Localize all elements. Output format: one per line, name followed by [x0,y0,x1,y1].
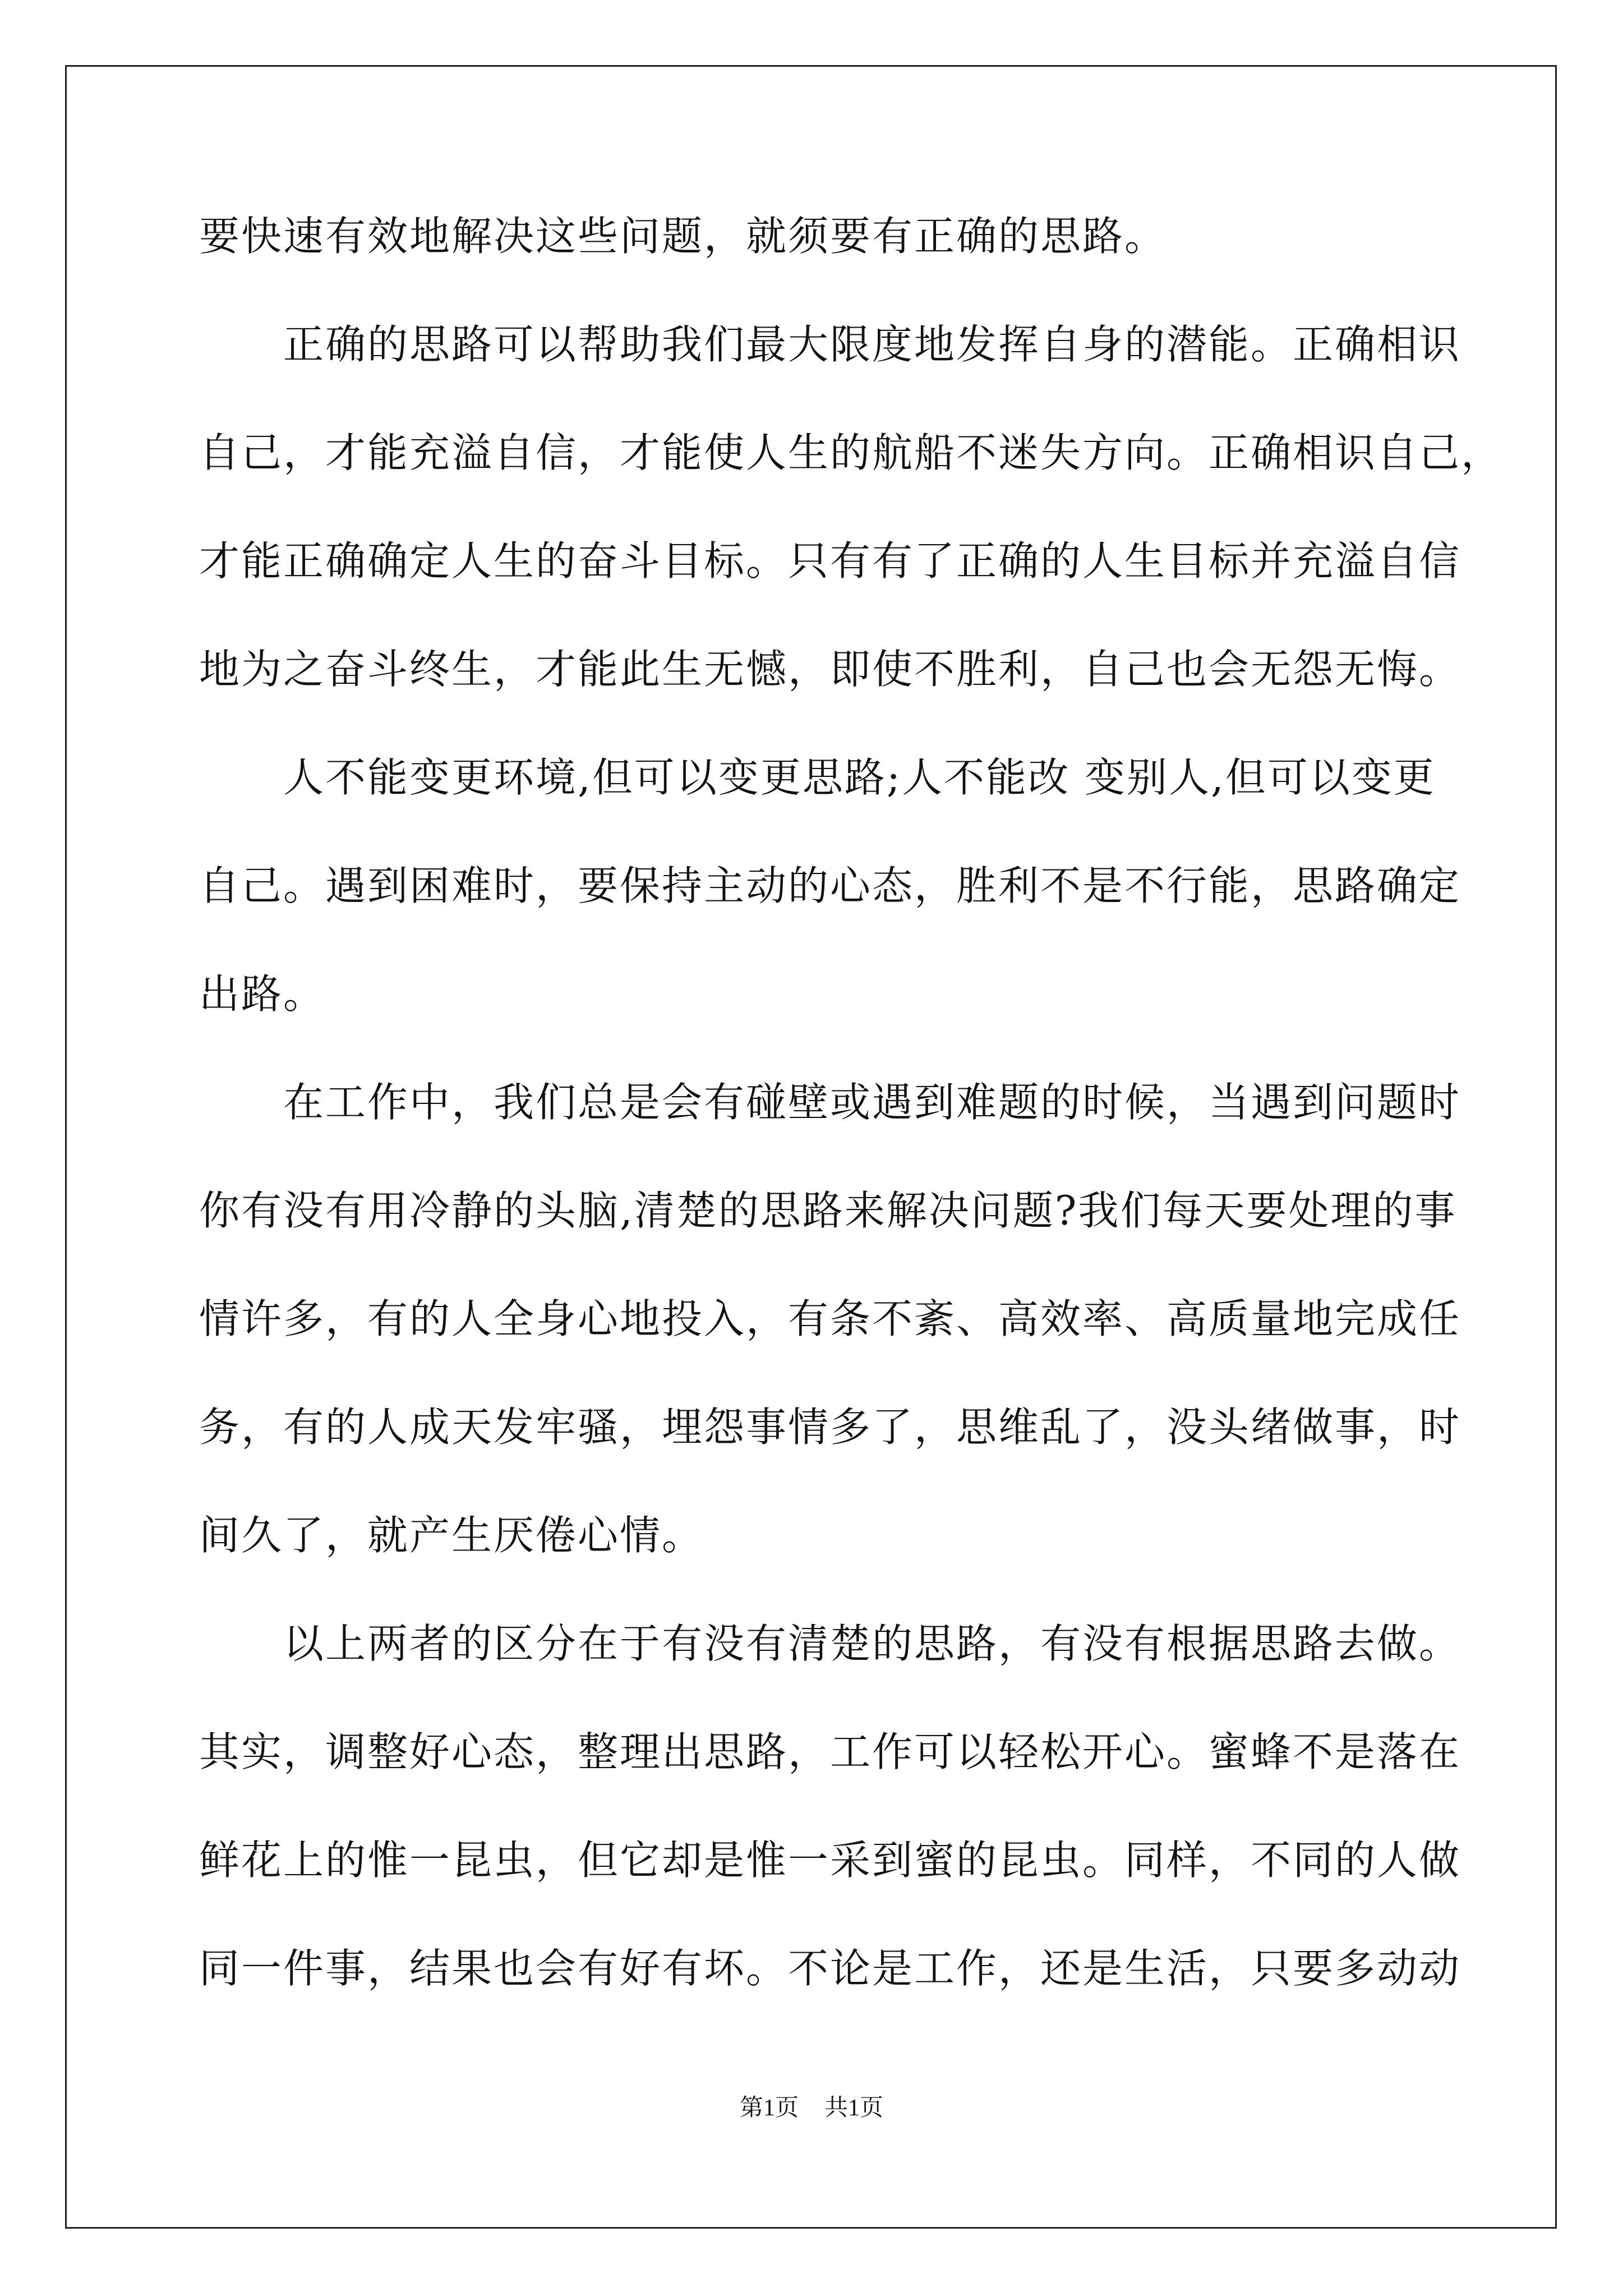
page-total: 共1页 [824,2095,884,2121]
text-line: 以上两者的区分在于有没有清楚的思路，有没有根据思路去做。 [283,1620,1461,1667]
text-line: 在工作中，我们总是会有碰壁或遇到难题的时候，当遇到问题时 [283,1079,1461,1126]
text-line: 地为之奋斗终生，才能此生无憾，即使不胜利，自己也会无怨无悔。 [199,646,1461,693]
text-line: 务，有的人成天发牢骚，埋怨事情多了，思维乱了，没头绪做事，时 [199,1404,1461,1451]
text-line: 才能正确确定人生的奋斗目标。只有有了正确的人生目标并充溢自信 [199,537,1461,585]
text-line: 自己，才能充溢自信，才能使人生的航船不迷失方向。正确相识自己， [199,429,1504,476]
text-line: 人不能变更环境,但可以变更思路;人不能改 变别人,但可以变更 [283,754,1436,801]
page-footer [0,2095,1623,2121]
page-number: 第1页 [739,2095,799,2121]
text-line: 你有没有用冷静的头脑,清楚的思路来解决问题?我们每天要处理的事 [199,1187,1457,1234]
text-line: 间久了，就产生厌倦心情。 [199,1512,704,1559]
text-line: 自己。遇到困难时，要保持主动的心态，胜利不是不行能，思路确定 [199,862,1461,909]
text-line: 正确的思路可以帮助我们最大限度地发挥自身的潜能。正确相识 [283,321,1461,368]
text-line: 情许多，有的人全身心地投入，有条不紊、高效率、高质量地完成任 [199,1295,1461,1342]
document-body [199,213,1504,2056]
text-line: 出路。 [199,970,326,1018]
text-line: 要快速有效地解决这些问题，就须要有正确的思路。 [199,213,1167,260]
text-line: 鲜花上的惟一昆虫，但它却是惟一采到蜜的昆虫。同样，不同的人做 [199,1837,1461,1884]
text-line: 其实，调整好心态，整理出思路，工作可以轻松开心。蜜蜂不是落在 [199,1728,1461,1775]
text-line: 同一件事，结果也会有好有坏。不论是工作，还是生活，只要多动动 [199,1945,1461,1992]
